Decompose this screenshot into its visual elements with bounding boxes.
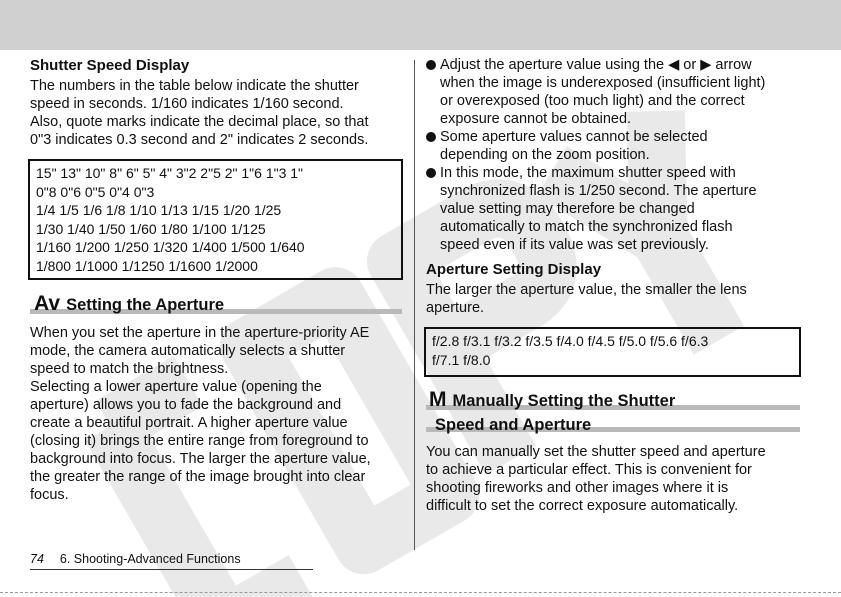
table-row: 1/160 1/200 1/250 1/320 1/400 1/500 1/640 (36, 239, 305, 255)
aperture-display-paragraph (426, 281, 747, 317)
table-row: f/7.1 f/8.0 (432, 351, 491, 368)
table-row: 1/30 1/40 1/50 1/60 1/80 1/100 1/125 (36, 220, 266, 237)
table-row: 15" 13" 10" 8" 6" 5" 4" 3"2 2"5 2" 1"6 1"3 1" (36, 165, 304, 181)
text-line: The larger the aperture value, the smaller the lens (426, 282, 747, 298)
text-line: speed even if its value was set previously. (440, 237, 709, 253)
text-line: Also, quote marks indicate the decimal place, so that (30, 114, 369, 130)
text-line: synchronized flash is 1/250 second. The aperture (440, 183, 757, 199)
bullet-icon (426, 132, 436, 142)
column-divider (414, 60, 415, 550)
page-footer (30, 552, 241, 566)
chapter-title: 6. Shooting-Advanced Functions (59, 552, 241, 566)
bullet-icon (426, 60, 436, 70)
text-line: Some aperture values cannot be selected (440, 129, 708, 145)
aperture-paragraph (30, 324, 371, 504)
text-line: automatically to match the synchronized flash (440, 219, 733, 235)
table-row: 1/4 1/5 1/6 1/8 1/10 1/13 1/15 1/20 1/25 (36, 202, 282, 218)
av-mode-icon: Av (34, 292, 61, 315)
text-line: mode, the camera automatically selects a shutter (30, 343, 346, 359)
page-number: 74 (30, 552, 44, 566)
table-row: 0"8 0"6 0"5 0"4 0"3 (36, 183, 155, 200)
section-title: Manually Setting the Shutter (452, 392, 676, 410)
aperture-section-heading (30, 292, 402, 322)
list-item (426, 164, 765, 254)
notes-list (426, 56, 765, 254)
text-line: when the image is underexposed (insufficient light) (440, 75, 766, 91)
text-line: aperture. (426, 300, 485, 316)
list-item (426, 128, 765, 164)
section-title: Setting the Aperture (66, 296, 225, 314)
table-row: 1/800 1/1000 1/1250 1/1600 1/2000 (36, 257, 258, 274)
text-line: difficult to set the correct exposure automatically. (426, 498, 739, 514)
page-bottom-edge (0, 592, 841, 593)
text-line: or overexposed (too much light) and the correct (440, 93, 745, 109)
table-row: f/2.8 f/3.1 f/3.2 f/3.5 f/4.0 f/4.5 f/5.0 f/5.6 f/6.3 (432, 333, 709, 349)
m-mode-icon: M (429, 388, 447, 411)
text-line: aperture) allows you to fade the background and (30, 397, 342, 413)
aperture-display-heading: Aperture Setting Display (426, 261, 602, 278)
text-line: When you set the aperture in the aperture-priority AE (30, 325, 370, 341)
text-line: Adjust the aperture value using the ◀ or ▶ arrow (440, 57, 752, 73)
text-line: focus. (30, 487, 69, 503)
text-line: value setting may therefore be changed (440, 201, 695, 217)
shutter-speed-heading: Shutter Speed Display (30, 57, 190, 74)
text-line: In this mode, the maximum shutter speed with (440, 165, 736, 181)
text-line: (closing it) brings the entire range from foreground to (30, 433, 369, 449)
text-line: The numbers in the table below indicate the shutter (30, 78, 359, 94)
text-line: to achieve a particular effect. This is convenient for (426, 462, 752, 478)
bullet-icon (426, 168, 436, 178)
text-line: 0"3 indicates 0.3 second and 2" indicates 2 seconds. (30, 132, 369, 148)
text-line: speed in seconds. 1/160 indicates 1/160 second. (30, 96, 344, 112)
shutter-speed-paragraph (30, 77, 369, 149)
text-line: create a beautiful portrait. A higher aperture value (30, 415, 348, 431)
aperture-value-table (424, 327, 801, 377)
text-line: background into focus. The larger the aperture value, (30, 451, 371, 467)
text-line: shooting fireworks and other images where it is (426, 480, 729, 496)
text-line: You can manually set the shutter speed and aperture (426, 444, 766, 460)
page-header-band (0, 0, 841, 50)
text-line: depending on the zoom position. (440, 147, 650, 163)
text-line: Selecting a lower aperture value (opening the (30, 379, 322, 395)
manual-section-heading (426, 388, 800, 436)
section-title-continued: Speed and Aperture (435, 416, 592, 434)
text-line: exposure cannot be obtained. (440, 111, 632, 127)
text-line: the greater the range of the image brought into clear (30, 469, 366, 485)
text-line: speed to match the brightness. (30, 361, 229, 377)
shutter-speed-table (28, 159, 403, 280)
list-item (426, 56, 765, 128)
footer-rule (30, 569, 313, 570)
manual-paragraph (426, 443, 766, 515)
